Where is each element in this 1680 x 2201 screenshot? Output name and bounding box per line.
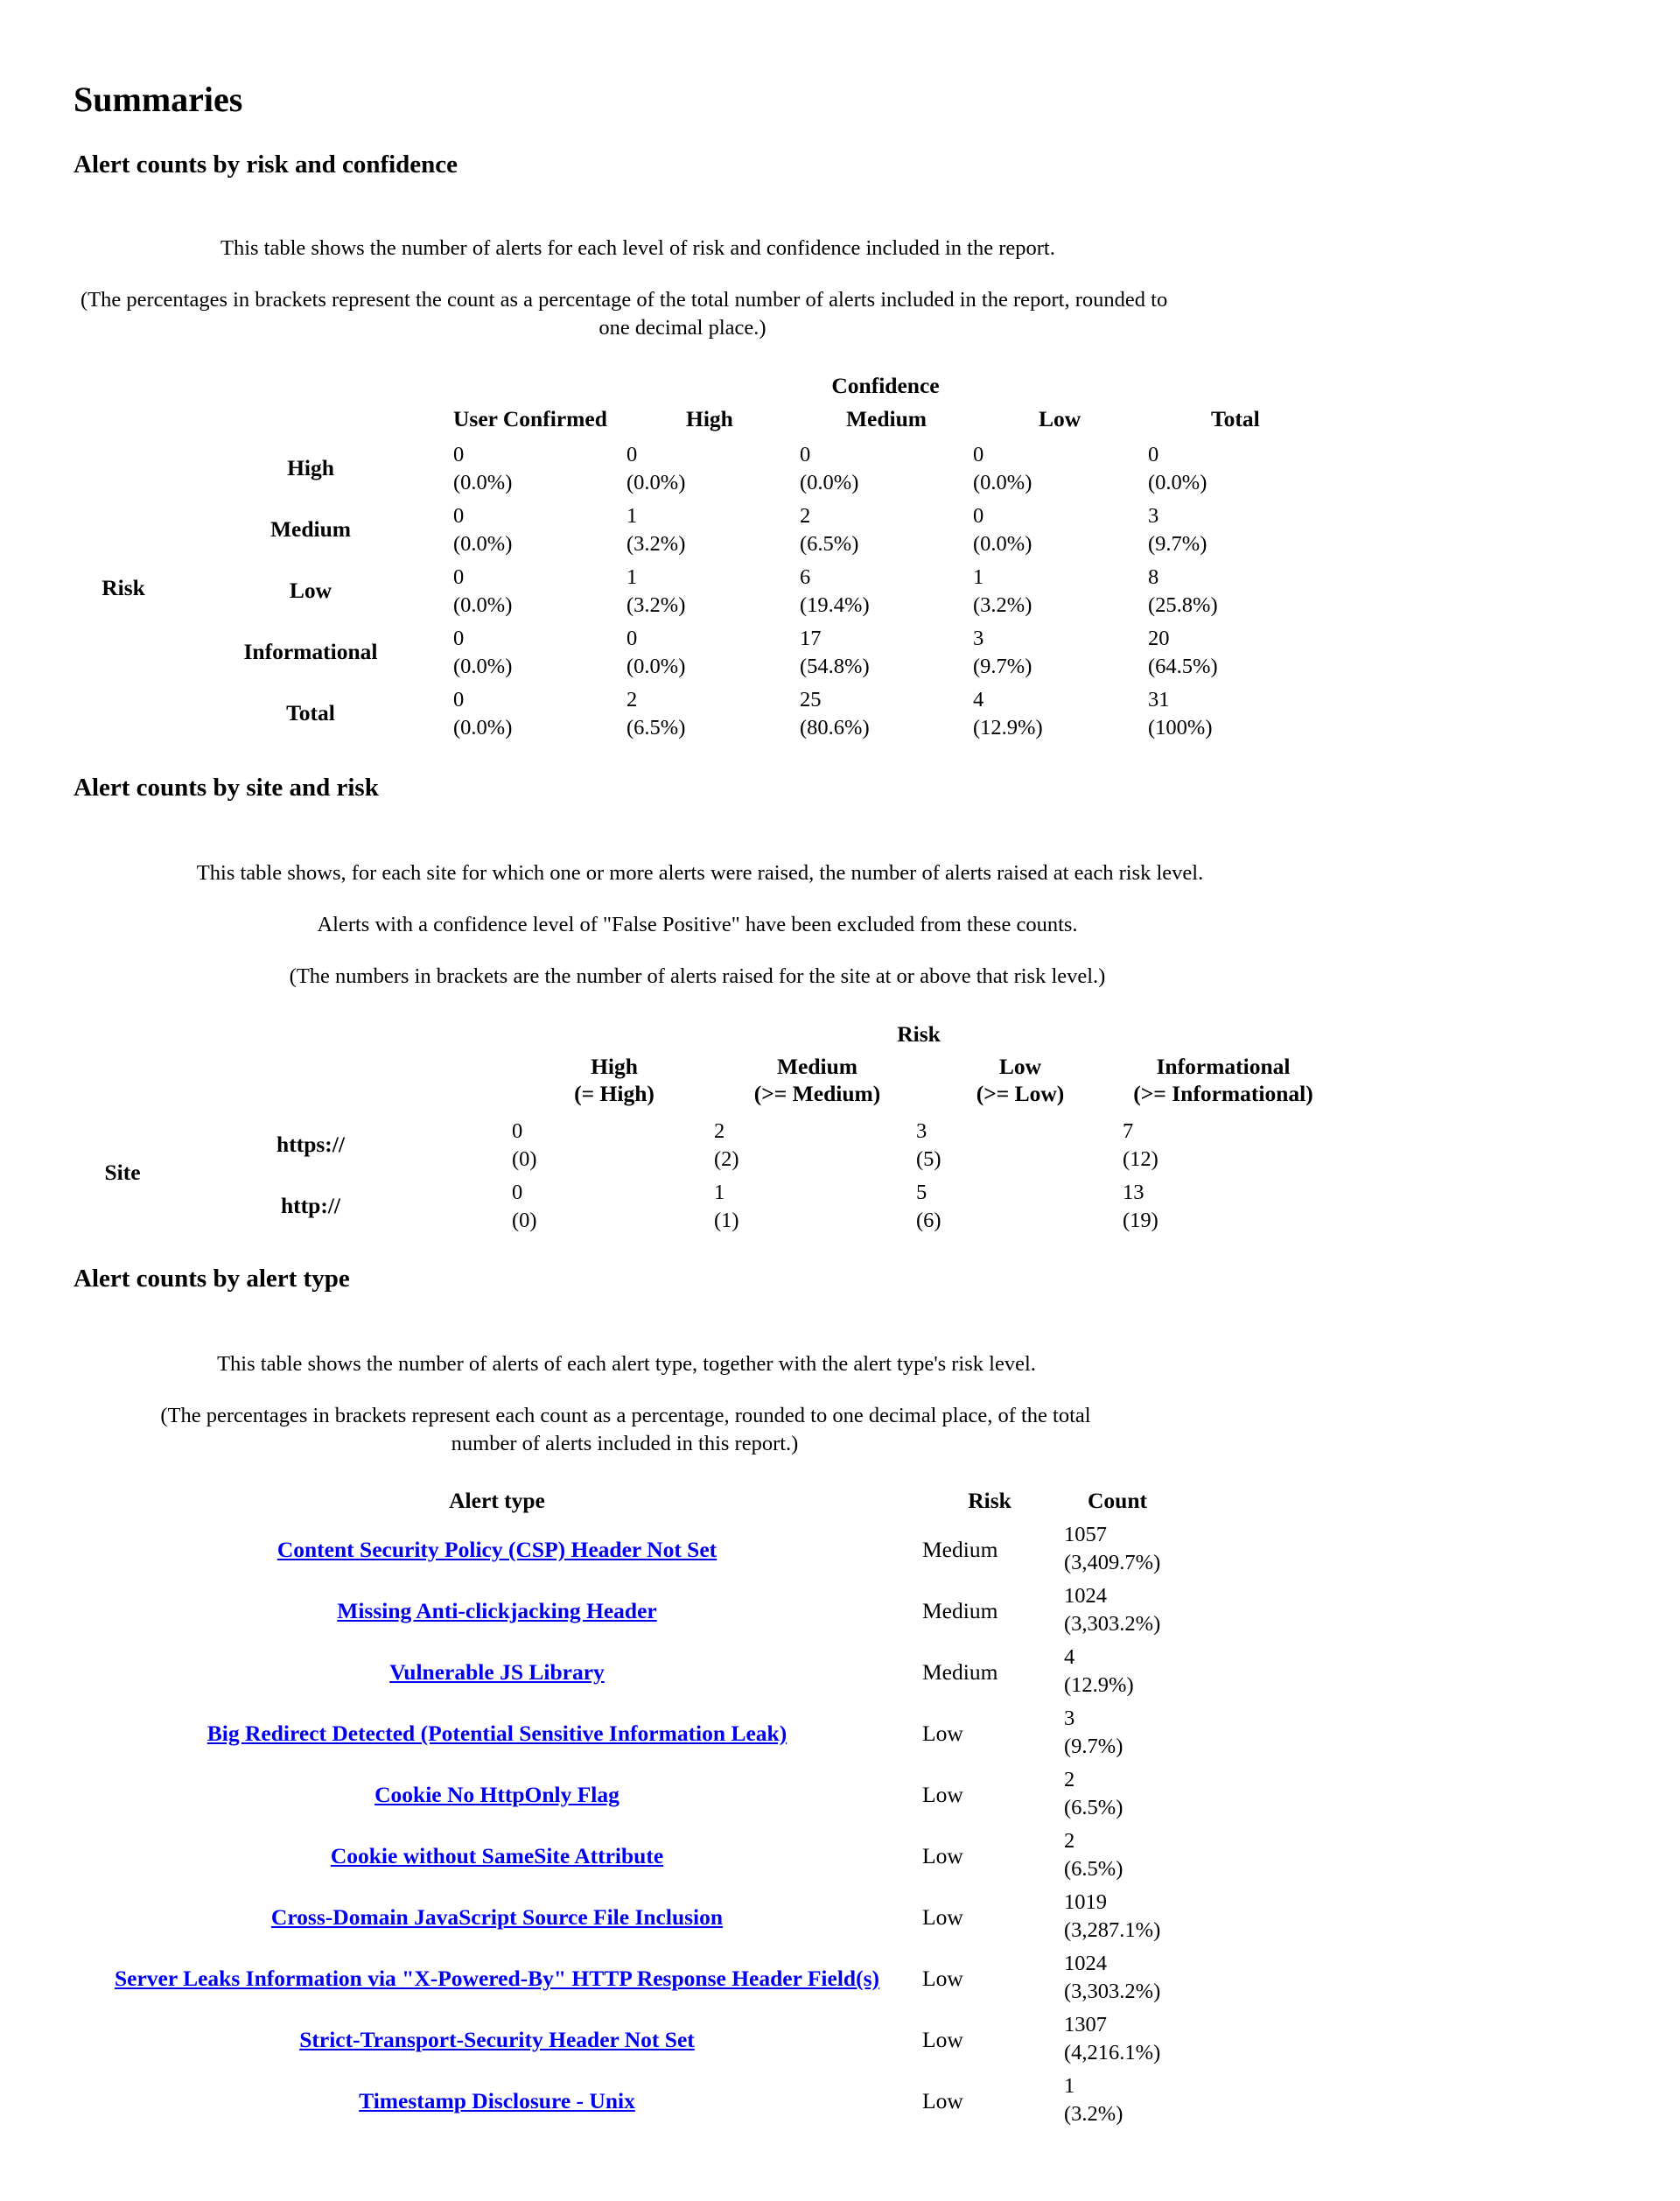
risk-confidence-heading: Alert counts by risk and confidence (74, 151, 458, 179)
alert-type-link[interactable]: Cookie without SameSite Attribute (330, 1843, 664, 1868)
alert-count-value: 1019 (1064, 1890, 1107, 1914)
sr-cell-1-0-value: 0 (512, 1181, 523, 1204)
risk-row-label-informational: Informational (243, 639, 378, 664)
rc-cell-total-3-percent: (12.9%) (973, 716, 1043, 740)
rc-cell-high-0-value: 0 (453, 443, 465, 466)
alert-count-cell (1064, 1827, 1123, 1883)
sr-cell-1-0-percent: (0) (512, 1209, 537, 1232)
alert-count-value: 1057 (1064, 1523, 1107, 1546)
col-header-alert-type: Alert type (449, 1488, 545, 1513)
alert-type-link[interactable]: Missing Anti-clickjacking Header (337, 1598, 657, 1623)
alert-risk-value: Low (922, 2027, 963, 2052)
col-header-low: Low (1039, 406, 1082, 431)
alert-count-percent: (3.2%) (1064, 2102, 1124, 2126)
sr-cell-0-2-value: 3 (916, 1119, 928, 1143)
sr-cell-0-1-value: 2 (714, 1119, 725, 1143)
alert-risk-value: Medium (922, 1659, 998, 1685)
rc-cell-high-4-value: 0 (1148, 443, 1159, 466)
rc-cell-medium-4-percent: (9.7%) (1148, 532, 1208, 556)
risk-row-label-high: High (287, 455, 334, 480)
rc-cell-high-3-percent: (0.0%) (973, 471, 1032, 494)
alert-type-note-line2: number of alerts included in this report.) (451, 1432, 799, 1455)
rc-cell-high-1-value: 0 (626, 443, 638, 466)
rc-cell-medium-4-value: 3 (1148, 504, 1159, 528)
rc-cell-informational-3 (973, 625, 1032, 681)
alert-count-cell (1064, 1705, 1123, 1761)
risk-col-header-2-name: Low (998, 1054, 1042, 1079)
alert-count-cell (1064, 1644, 1134, 1700)
alert-count-value: 1024 (1064, 1584, 1107, 1608)
rc-cell-high-3 (973, 441, 1032, 497)
sr-cell-0-0-percent: (0) (512, 1147, 537, 1171)
rc-cell-high-0-percent: (0.0%) (453, 471, 513, 494)
alert-count-value: 2 (1064, 1829, 1075, 1853)
alert-type-link[interactable]: Big Redirect Detected (Potential Sensitive Information Leak) (206, 1721, 788, 1746)
risk-confidence-note-line2: one decimal place.) (598, 316, 766, 340)
alert-count-percent: (3,303.2%) (1064, 1612, 1161, 1636)
alert-type-link[interactable]: Strict-Transport-Security Header Not Set (299, 2027, 695, 2052)
sr-cell-0-3-percent: (12) (1123, 1147, 1158, 1171)
rc-cell-high-1 (626, 441, 685, 497)
alert-count-value: 1307 (1064, 2013, 1107, 2036)
site-row-label-0: https:// (276, 1132, 345, 1157)
rc-cell-total-0 (453, 686, 512, 742)
rc-cell-low-0 (453, 564, 512, 620)
rc-cell-medium-2-value: 2 (800, 504, 811, 528)
risk-row-label-total: Total (286, 700, 335, 725)
col-header-medium: Medium (845, 406, 928, 431)
sr-cell-1-3 (1123, 1179, 1158, 1235)
sr-cell-1-0 (512, 1179, 537, 1235)
rc-cell-low-3-percent: (3.2%) (973, 593, 1032, 617)
alert-risk-value: Low (922, 1843, 963, 1868)
page-title: Summaries (74, 80, 243, 119)
rc-cell-low-1-value: 1 (626, 565, 638, 589)
col-header-user-confirmed: User Confirmed (453, 406, 607, 431)
sr-cell-1-2 (916, 1179, 942, 1235)
rc-cell-high-4-percent: (0.0%) (1148, 471, 1208, 494)
risk-row-label-medium: Medium (270, 516, 352, 542)
risk-col-header-1-range: (>= Medium) (753, 1081, 881, 1106)
site-row-label-1: http:// (280, 1193, 341, 1218)
site-risk-note1: Alerts with a confidence level of "False Positive" have been excluded from these counts. (317, 913, 1078, 936)
col-header-total: Total (1211, 406, 1260, 431)
confidence-group-header: Confidence (831, 373, 940, 398)
sr-cell-0-0-value: 0 (512, 1119, 523, 1143)
alert-risk-value: Medium (922, 1598, 998, 1623)
col-header-risk: Risk (968, 1488, 1012, 1513)
rc-cell-total-0-percent: (0.0%) (453, 716, 513, 740)
sr-cell-1-2-value: 5 (916, 1181, 928, 1204)
sr-cell-1-1-value: 1 (714, 1181, 725, 1204)
alert-risk-value: Low (922, 1904, 963, 1930)
rc-cell-low-4-value: 8 (1148, 565, 1159, 589)
alert-count-cell (1064, 1766, 1123, 1822)
rc-cell-medium-3-value: 0 (973, 504, 984, 528)
rc-cell-informational-0-value: 0 (453, 627, 465, 650)
sr-cell-0-2-percent: (5) (916, 1147, 942, 1171)
risk-row-group-label: Risk (102, 575, 145, 600)
rc-cell-total-3 (973, 686, 1043, 742)
rc-cell-high-0 (453, 441, 512, 497)
alert-count-percent: (4,216.1%) (1064, 2041, 1161, 2064)
alert-count-cell (1064, 1950, 1160, 2006)
rc-cell-informational-3-percent: (9.7%) (973, 655, 1032, 678)
rc-cell-low-3-value: 1 (973, 565, 984, 589)
alert-count-percent: (3,303.2%) (1064, 1980, 1161, 2003)
alert-risk-value: Medium (922, 1537, 998, 1562)
risk-col-header-3-range: (>= Informational) (1133, 1081, 1313, 1106)
rc-cell-medium-2 (800, 502, 858, 558)
alert-count-cell (1064, 1582, 1160, 1638)
sr-cell-1-2-percent: (6) (916, 1209, 942, 1232)
sr-cell-0-2 (916, 1118, 942, 1174)
rc-cell-medium-1-percent: (3.2%) (626, 532, 686, 556)
rc-cell-high-4 (1148, 441, 1207, 497)
rc-cell-low-1-percent: (3.2%) (626, 593, 686, 617)
alert-risk-value: Low (922, 1721, 963, 1746)
rc-cell-high-3-value: 0 (973, 443, 984, 466)
alert-count-value: 4 (1064, 1645, 1075, 1669)
alert-type-link[interactable]: Timestamp Disclosure - Unix (359, 2088, 635, 2113)
risk-group-header: Risk (897, 1021, 941, 1047)
rc-cell-medium-1-value: 1 (626, 504, 638, 528)
sr-cell-0-0 (512, 1118, 537, 1174)
alert-type-link[interactable]: Server Leaks Information via "X-Powered-By" HTTP Response Header Field(s) (114, 1966, 880, 1991)
alert-type-link[interactable]: Cookie No HttpOnly Flag (374, 1782, 620, 1807)
sr-cell-0-3-value: 7 (1123, 1119, 1134, 1143)
rc-cell-informational-2-value: 17 (800, 627, 822, 650)
sr-cell-1-3-value: 13 (1123, 1181, 1144, 1204)
alert-type-description: This table shows the number of alerts of each alert type, together with the alert type's risk level. (217, 1352, 1036, 1376)
rc-cell-informational-4 (1148, 625, 1218, 681)
rc-cell-total-1-value: 2 (626, 688, 638, 711)
rc-cell-low-4 (1148, 564, 1218, 620)
alert-type-note-line1: (The percentages in brackets represent each count as a percentage, rounded to one decimal place, of the total (160, 1404, 1091, 1427)
rc-cell-low-2 (800, 564, 870, 620)
rc-cell-informational-1-value: 0 (626, 627, 638, 650)
rc-cell-high-2-percent: (0.0%) (800, 471, 859, 494)
alert-count-value: 1024 (1064, 1952, 1107, 1975)
alert-risk-value: Low (922, 1966, 963, 1991)
rc-cell-informational-2 (800, 625, 870, 681)
rc-cell-low-2-value: 6 (800, 565, 811, 589)
col-header-count: Count (1087, 1488, 1148, 1513)
rc-cell-medium-1 (626, 502, 685, 558)
sr-cell-1-3-percent: (19) (1123, 1209, 1158, 1232)
rc-cell-low-3 (973, 564, 1032, 620)
site-row-group-label: Site (104, 1160, 141, 1185)
rc-cell-medium-2-percent: (6.5%) (800, 532, 859, 556)
rc-cell-medium-0-percent: (0.0%) (453, 532, 513, 556)
rc-cell-high-2 (800, 441, 858, 497)
alert-count-cell (1064, 2011, 1160, 2067)
risk-col-header-2 (976, 1053, 1065, 1107)
rc-cell-informational-4-value: 20 (1148, 627, 1170, 650)
rc-cell-informational-3-value: 3 (973, 627, 984, 650)
risk-col-header-0-name: High (591, 1054, 638, 1079)
alert-count-cell (1064, 1521, 1160, 1577)
rc-cell-low-1 (626, 564, 685, 620)
alert-risk-value: Low (922, 1782, 963, 1807)
risk-confidence-note-line1: (The percentages in brackets represent the count as a percentage of the total number of alerts included in the report, rounded to (80, 288, 1168, 312)
sr-cell-1-1 (714, 1179, 739, 1235)
rc-cell-medium-3-percent: (0.0%) (973, 532, 1032, 556)
rc-cell-total-1-percent: (6.5%) (626, 716, 686, 740)
risk-col-header-1-name: Medium (776, 1054, 858, 1079)
rc-cell-total-2 (800, 686, 870, 742)
rc-cell-total-1 (626, 686, 685, 742)
alert-count-percent: (12.9%) (1064, 1673, 1134, 1697)
rc-cell-low-0-value: 0 (453, 565, 465, 589)
sr-cell-0-1-percent: (2) (714, 1147, 739, 1171)
alert-count-percent: (9.7%) (1064, 1735, 1124, 1758)
rc-cell-total-3-value: 4 (973, 688, 984, 711)
risk-col-header-3-name: Informational (1156, 1054, 1291, 1079)
alert-type-link[interactable]: Content Security Policy (CSP) Header Not Set (276, 1537, 718, 1562)
risk-col-header-1 (754, 1053, 881, 1107)
alert-count-percent: (3,409.7%) (1064, 1551, 1161, 1574)
site-risk-heading: Alert counts by site and risk (74, 774, 379, 802)
sr-cell-0-3 (1123, 1118, 1158, 1174)
rc-cell-informational-4-percent: (64.5%) (1148, 655, 1218, 678)
rc-cell-informational-0-percent: (0.0%) (453, 655, 513, 678)
risk-col-header-0 (574, 1053, 654, 1107)
col-header-high: High (686, 406, 733, 431)
alert-count-value: 3 (1064, 1707, 1075, 1730)
rc-cell-total-2-value: 25 (800, 688, 822, 711)
rc-cell-low-0-percent: (0.0%) (453, 593, 513, 617)
alert-count-cell (1064, 1889, 1160, 1945)
risk-col-header-0-range: (= High) (574, 1081, 654, 1106)
rc-cell-total-2-percent: (80.6%) (800, 716, 870, 740)
rc-cell-medium-3 (973, 502, 1032, 558)
rc-cell-total-0-value: 0 (453, 688, 465, 711)
alert-type-heading: Alert counts by alert type (74, 1265, 350, 1293)
rc-cell-low-4-percent: (25.8%) (1148, 593, 1218, 617)
rc-cell-total-4 (1148, 686, 1212, 742)
risk-row-label-low: Low (289, 578, 332, 603)
rc-cell-high-1-percent: (0.0%) (626, 471, 686, 494)
rc-cell-informational-2-percent: (54.8%) (800, 655, 870, 678)
site-risk-description: This table shows, for each site for which one or more alerts were raised, the number of alerts raised at each risk level. (196, 861, 1204, 885)
rc-cell-total-4-value: 31 (1148, 688, 1170, 711)
alert-count-value: 2 (1064, 1768, 1075, 1791)
alert-count-cell (1064, 2072, 1123, 2128)
alert-risk-value: Low (922, 2088, 963, 2113)
alert-count-percent: (3,287.1%) (1064, 1918, 1161, 1942)
rc-cell-informational-1 (626, 625, 685, 681)
rc-cell-medium-4 (1148, 502, 1207, 558)
sr-cell-1-1-percent: (1) (714, 1209, 739, 1232)
rc-cell-medium-0 (453, 502, 512, 558)
risk-col-header-3 (1133, 1053, 1312, 1107)
sr-cell-0-1 (714, 1118, 739, 1174)
rc-cell-high-2-value: 0 (800, 443, 811, 466)
alert-type-link[interactable]: Vulnerable JS Library (389, 1659, 605, 1685)
rc-cell-low-2-percent: (19.4%) (800, 593, 870, 617)
site-risk-note2: (The numbers in brackets are the number of alerts raised for the site at or above that risk level.) (289, 964, 1106, 988)
risk-col-header-2-range: (>= Low) (976, 1081, 1065, 1106)
rc-cell-informational-0 (453, 625, 512, 681)
risk-confidence-description: This table shows the number of alerts for each level of risk and confidence included in the report. (220, 236, 1055, 260)
alert-count-value: 1 (1064, 2074, 1075, 2098)
rc-cell-medium-0-value: 0 (453, 504, 465, 528)
alert-type-link[interactable]: Cross-Domain JavaScript Source File Inclusion (270, 1904, 724, 1930)
alert-count-percent: (6.5%) (1064, 1857, 1124, 1881)
rc-cell-informational-1-percent: (0.0%) (626, 655, 686, 678)
alert-count-percent: (6.5%) (1064, 1796, 1124, 1819)
rc-cell-total-4-percent: (100%) (1148, 716, 1213, 740)
